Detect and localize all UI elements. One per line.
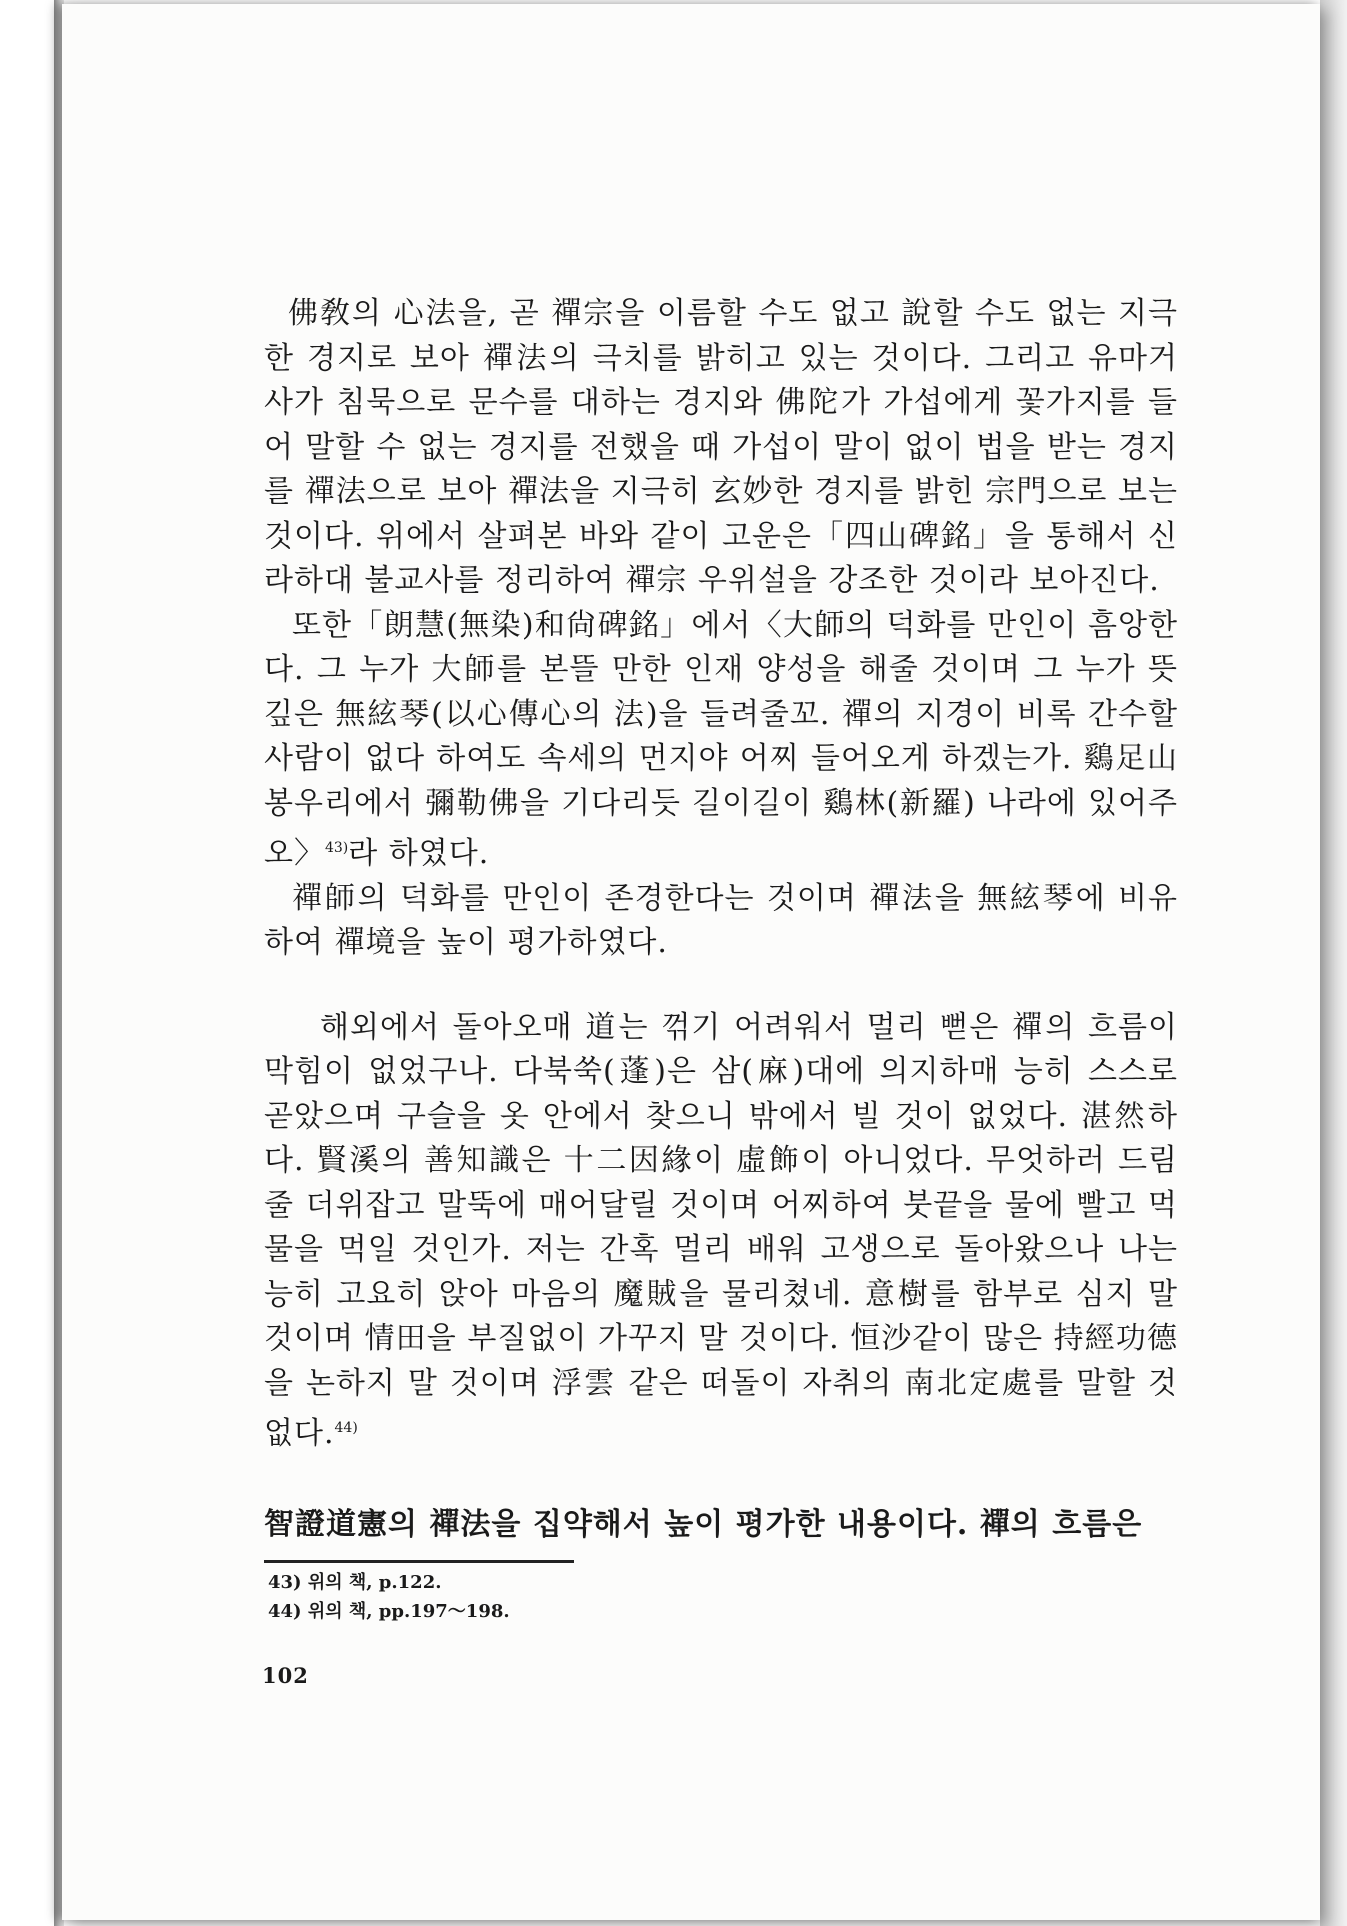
paragraph-text: 佛敎의 心法을, 곧 禪宗을 이름할 수도 없고 說할 수도 없는 지극한 경지로 보아 禪法의 극치를 밝히고 있는 것이다. 그리고 유마거사가 침묵으로 문수를 대하는 경지와 佛陀가 가섭에게 꽃가지를 들어 말할 수 없는 경지를 전했을 때 가섭이 말이 없이 법을 받는 경지를 禪法으로 보아 禪法을 지극히 玄妙한 경지를 밝힌 宗門으로 보는 것이다. 위에서 살펴본 바와 같이 고운은「四山碑銘」을 통해서 신라하대 불교사를 정리하여 禪宗 우위설을 강조한 것이라 보아진다. — [264, 296, 1178, 598]
footnote-divider — [264, 1560, 574, 1563]
paragraph-closing — [264, 1503, 1178, 1548]
paragraph-evaluation — [264, 877, 1178, 966]
paragraph-text: 禪師의 덕화를 만인이 존경한다는 것이며 禪法을 無絃琴에 비유하여 禪境을 높이 평가하였다. — [264, 880, 1178, 960]
page-right-edge — [1320, 0, 1347, 1926]
paragraph-text: 또한「朗慧(無染)和尙碑銘」에서〈大師의 덕화를 만인이 흠앙한다. 그 누가 大師를 본뜰 만한 인재 양성을 해줄 것이며 그 누가 뜻 깊은 無絃琴(以心傳心의 法)을 들려줄꼬. 禪의 지경이 비록 간수할 사람이 없다 하여도 속세의 먼지야 어찌 들어오게 하겠는가. 鷄足山 봉우리에서 彌勒佛을 기다리듯 길이길이 鷄林(新羅) 나라에 있어주오〉 — [264, 607, 1178, 871]
paragraph-text: 라 하였다. — [348, 836, 490, 871]
footnote-43: 43) 위의 책, p.122. — [268, 1572, 442, 1593]
paragraph-nanghye-stele — [264, 604, 1178, 877]
footnote-reference: 44) — [334, 1420, 358, 1436]
footnote-44: 44) 위의 책, pp.197～198. — [268, 1601, 510, 1622]
paragraph-zen-dharma — [264, 292, 1178, 604]
block-quotation — [264, 1006, 1178, 1457]
page-number: 102 — [262, 1663, 309, 1688]
quotation-text: 해외에서 돌아오매 道는 꺾기 어려워서 멀리 뻗은 禪의 흐름이 막힘이 없었구나. 다북쑥(蓬)은 삼(麻)대에 의지하매 능히 스스로 곧았으며 구슬을 옷 안에서 찾으니 밖에서 빌 것이 없었다. 湛然하다. 賢溪의 善知識은 十二因緣이 虛飾이 아니었다. 무엇하러 드림줄 더위잡고 말뚝에 매어달릴 것이며 어찌하여 붓끝을 물에 빨고 먹물을 먹일 것인가. 저는 간혹 멀리 배워 고생으로 돌아왔으나 나는 능히 고요히 앉아 마음의 魔賊을 물리쳤네. 意樹를 함부로 심지 말 것이며 情田을 부질없이 가꾸지 말 것이다. 恒沙같이 많은 持經功德을 논하지 말 것이며 浮雲 같은 떠돌이 자취의 南北定處를 말할 것 없다. — [264, 1009, 1178, 1451]
footnote-reference: 43) — [324, 840, 349, 856]
body-text — [264, 292, 1178, 1547]
paragraph-text: 智證道憲의 禪法을 집약해서 높이 평가한 내용이다. 禪의 흐름은 — [264, 1506, 1143, 1542]
footnotes — [268, 1568, 768, 1626]
